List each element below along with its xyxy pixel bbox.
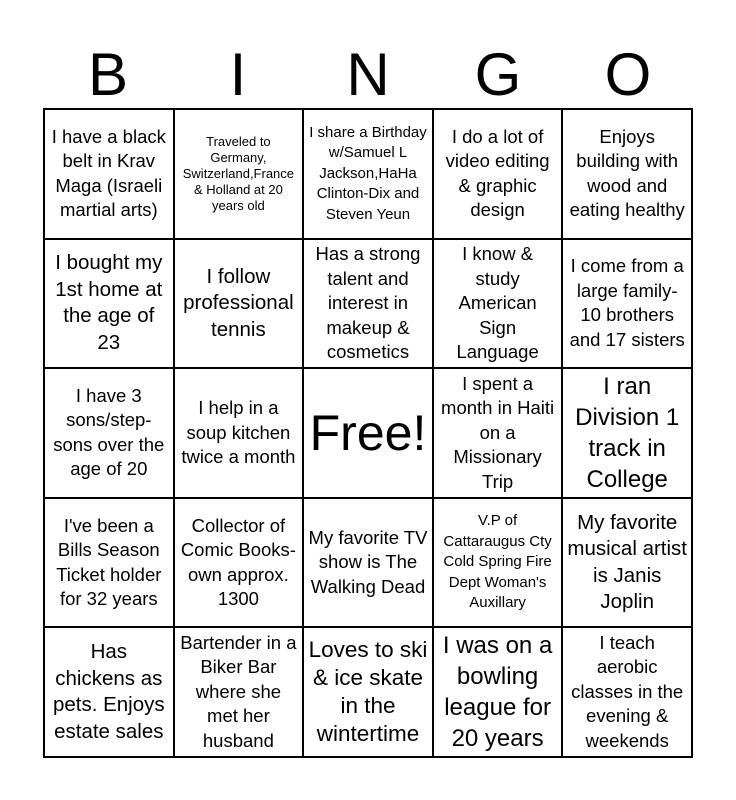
cell-text: I've been a Bills Season Ticket holder for 32 years [56, 514, 162, 610]
bingo-cell[interactable] [563, 110, 693, 240]
cell-text: I help in a soup kitchen twice a month [181, 397, 296, 468]
cell-text: I bought my 1st home at the age of 23 [55, 251, 163, 354]
bingo-cell[interactable] [175, 499, 305, 629]
bingo-cell[interactable] [434, 110, 564, 240]
bingo-cell[interactable] [304, 499, 434, 629]
header-letter-b: B [87, 41, 129, 108]
bingo-cell[interactable] [563, 369, 693, 499]
bingo-cell[interactable] [563, 499, 693, 629]
header-letter-g: G [474, 41, 522, 108]
cell-text: I was on a bowling league for 20 years [442, 632, 553, 753]
bingo-cell[interactable] [45, 369, 175, 499]
free-space[interactable] [304, 369, 434, 499]
bingo-cell[interactable] [175, 628, 305, 758]
bingo-cell[interactable] [304, 240, 434, 370]
header-letter-n: N [346, 41, 390, 108]
bingo-grid [43, 108, 693, 758]
cell-text: Loves to ski & ice skate in the wintertime [308, 637, 428, 747]
bingo-cell[interactable] [434, 499, 564, 629]
bingo-cell[interactable] [45, 628, 175, 758]
cell-text: Enjoys building with wood and eating healthy [569, 125, 685, 221]
header-letter-i: I [229, 41, 247, 108]
cell-text: I know & study American Sign Language [456, 243, 539, 363]
cell-text: Bartender in a Biker Bar where she met her husband [180, 631, 297, 751]
cell-text: I teach aerobic classes in the evening & weekends [571, 631, 684, 751]
bingo-cell[interactable] [563, 628, 693, 758]
bingo-cell[interactable] [175, 369, 305, 499]
cell-text: I spent a month in Haiti on a Missionary Trip [441, 372, 555, 492]
bingo-cell[interactable] [434, 369, 564, 499]
cell-text: I have 3 sons/step-sons over the age of 20 [53, 384, 165, 480]
bingo-cell[interactable] [45, 499, 175, 629]
bingo-cell[interactable] [45, 110, 175, 240]
cell-text: Has a strong talent and interest in makeup & cosmetics [315, 243, 421, 363]
cell-text: V.P of Cattaraugus Cty Cold Spring Fire Dept Woman's Auxillary [443, 512, 552, 612]
cell-text: I come from a large family- 10 brothers and 17 sisters [569, 255, 685, 350]
cell-text: I ran Division 1 track in College [575, 373, 680, 493]
bingo-cell[interactable] [175, 240, 305, 370]
bingo-cell[interactable] [434, 628, 564, 758]
bingo-cell[interactable] [304, 110, 434, 240]
cell-text: I share a Birthday w/Samuel L Jackson,HaHa Clinton-Dix and Steven Yeun [309, 123, 427, 223]
header-letter-o: O [604, 41, 652, 108]
bingo-cell[interactable] [304, 628, 434, 758]
cell-text: Collector of Comic Books-own approx. 1300 [180, 514, 296, 610]
cell-text: My favorite TV show is The Walking Dead [308, 526, 428, 597]
bingo-cell[interactable] [434, 240, 564, 370]
bingo-cell[interactable] [563, 240, 693, 370]
free-space-text: Free! [309, 404, 427, 461]
cell-text: I follow professional tennis [183, 264, 294, 341]
cell-text: My favorite musical artist is Janis Joplin [567, 510, 687, 614]
cell-text: I do a lot of video editing & graphic design [445, 125, 550, 221]
bingo-header [43, 40, 693, 110]
bingo-cell[interactable] [175, 110, 305, 240]
bingo-cell[interactable] [45, 240, 175, 370]
cell-text: Traveled to Germany, Switzerland,France & Holland at 20 years old [182, 133, 295, 213]
cell-text: Has chickens as pets. Enjoys estate sales [52, 640, 165, 743]
cell-text: I have a black belt in Krav Maga (Israeli martial arts) [51, 125, 166, 221]
